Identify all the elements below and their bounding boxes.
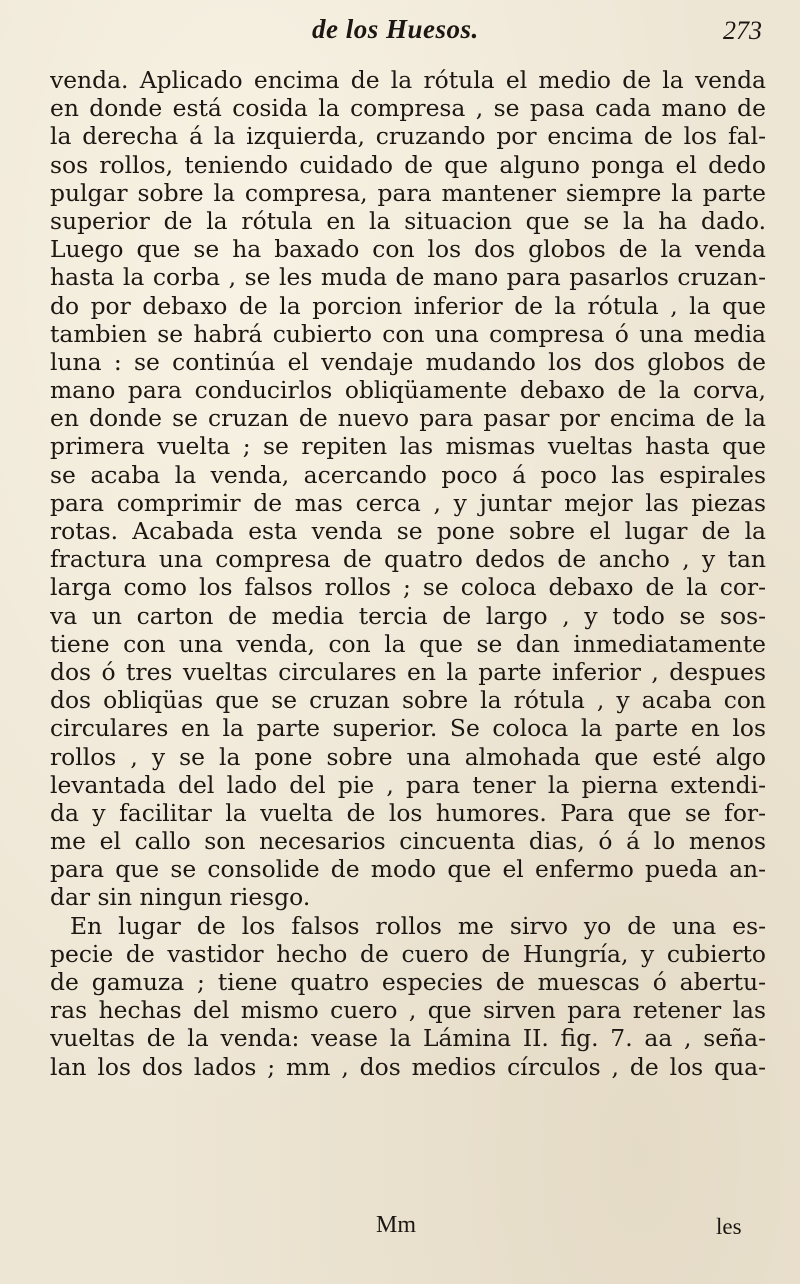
- text-line: dos obliqüas que se cruzan sobre la rótula , y acaba con: [50, 686, 766, 715]
- text-line: de gamuza ; tiene quatro especies de muescas ó abertu-: [50, 968, 766, 996]
- text-line: rotas. Acabada esta venda se pone sobre el lugar de la: [50, 517, 766, 545]
- text-line: pulgar sobre la compresa, para mantener siempre la parte: [50, 178, 766, 207]
- text-line: ras hechas del mismo cuero , que sirven para retener las: [50, 996, 766, 1025]
- text-line: dos ó tres vueltas circulares en la parte inferior , despues: [50, 657, 766, 686]
- running-title: de los Huesos.: [312, 14, 479, 44]
- text-line: sos rollos, teniendo cuidado de que alguno ponga el dedo: [50, 150, 766, 179]
- body-text: [50, 66, 766, 1081]
- text-line: pecie de vastidor hecho de cuero de Hungría, y cubierto: [50, 939, 766, 968]
- text-line: da y facilitar la vuelta de los humores. Para que se for-: [50, 798, 766, 827]
- text-line: venda. Aplicado encima de la rótula el medio de la venda: [50, 66, 766, 94]
- text-line: en donde está cosida la compresa , se pasa cada mano de: [50, 94, 766, 123]
- text-line: lan los dos lados ; mm , dos medios círculos , de los qua-: [50, 1052, 766, 1081]
- text-line: circulares en la parte superior. Se coloca la parte en los: [50, 714, 766, 743]
- page-header: [0, 14, 800, 54]
- paragraph-end-line: dar sin ningun riesgo.: [50, 883, 311, 912]
- paragraph-start-line: En lugar de los falsos rollos me sirvo yo de una es-: [70, 911, 766, 940]
- text-line: luna : se continúa el vendaje mudando los dos globos de: [50, 347, 766, 376]
- text-line: para comprimir de mas cerca , y juntar mejor las piezas: [50, 488, 766, 517]
- text-line: hasta la corba , se les muda de mano para pasarlos cruzan-: [50, 263, 766, 292]
- text-line: tambien se habrá cubierto con una compresa ó una media: [50, 319, 766, 348]
- text-line: la derecha á la izquierda, cruzando por encima de los fal-: [50, 122, 766, 151]
- text-line: levantada del lado del pie , para tener la pierna extendi-: [50, 770, 766, 799]
- text-line: fractura una compresa de quatro dedos de ancho , y tan: [50, 545, 766, 574]
- text-line: larga como los falsos rollos ; se coloca debaxo de la cor-: [50, 573, 766, 602]
- text-line: superior de la rótula en la situacion que se la ha dado.: [50, 206, 766, 235]
- signature-mark: Mm: [376, 1212, 417, 1238]
- text-line: va un carton de media tercia de largo , y todo se sos-: [50, 601, 766, 630]
- text-line: se acaba la venda, acercando poco á poco las espirales: [50, 460, 766, 489]
- catchword: les: [716, 1214, 742, 1239]
- text-line: do por debaxo de la porcion inferior de la rótula , la que: [50, 291, 766, 320]
- text-line: tiene con una venda, con la que se dan inmediatamente: [50, 629, 766, 658]
- page-footer: [0, 1212, 800, 1252]
- text-line: Luego que se ha baxado con los dos globos de la venda: [50, 235, 766, 264]
- text-line: en donde se cruzan de nuevo para pasar por encima de la: [50, 404, 766, 433]
- text-line: primera vuelta ; se repiten las mismas vueltas hasta que: [50, 432, 766, 461]
- page-number: 273: [723, 16, 762, 45]
- text-line: me el callo son necesarios cincuenta dias, ó á lo menos: [50, 827, 766, 856]
- text-line: rollos , y se la pone sobre una almohada que esté algo: [50, 742, 766, 771]
- text-line: vueltas de la venda: vease la Lámina II. fig. 7. aa , seña-: [50, 1024, 766, 1053]
- text-line: mano para conducirlos obliqüamente debaxo de la corva,: [50, 376, 766, 405]
- text-line: para que se consolide de modo que el enfermo pueda an-: [50, 855, 766, 884]
